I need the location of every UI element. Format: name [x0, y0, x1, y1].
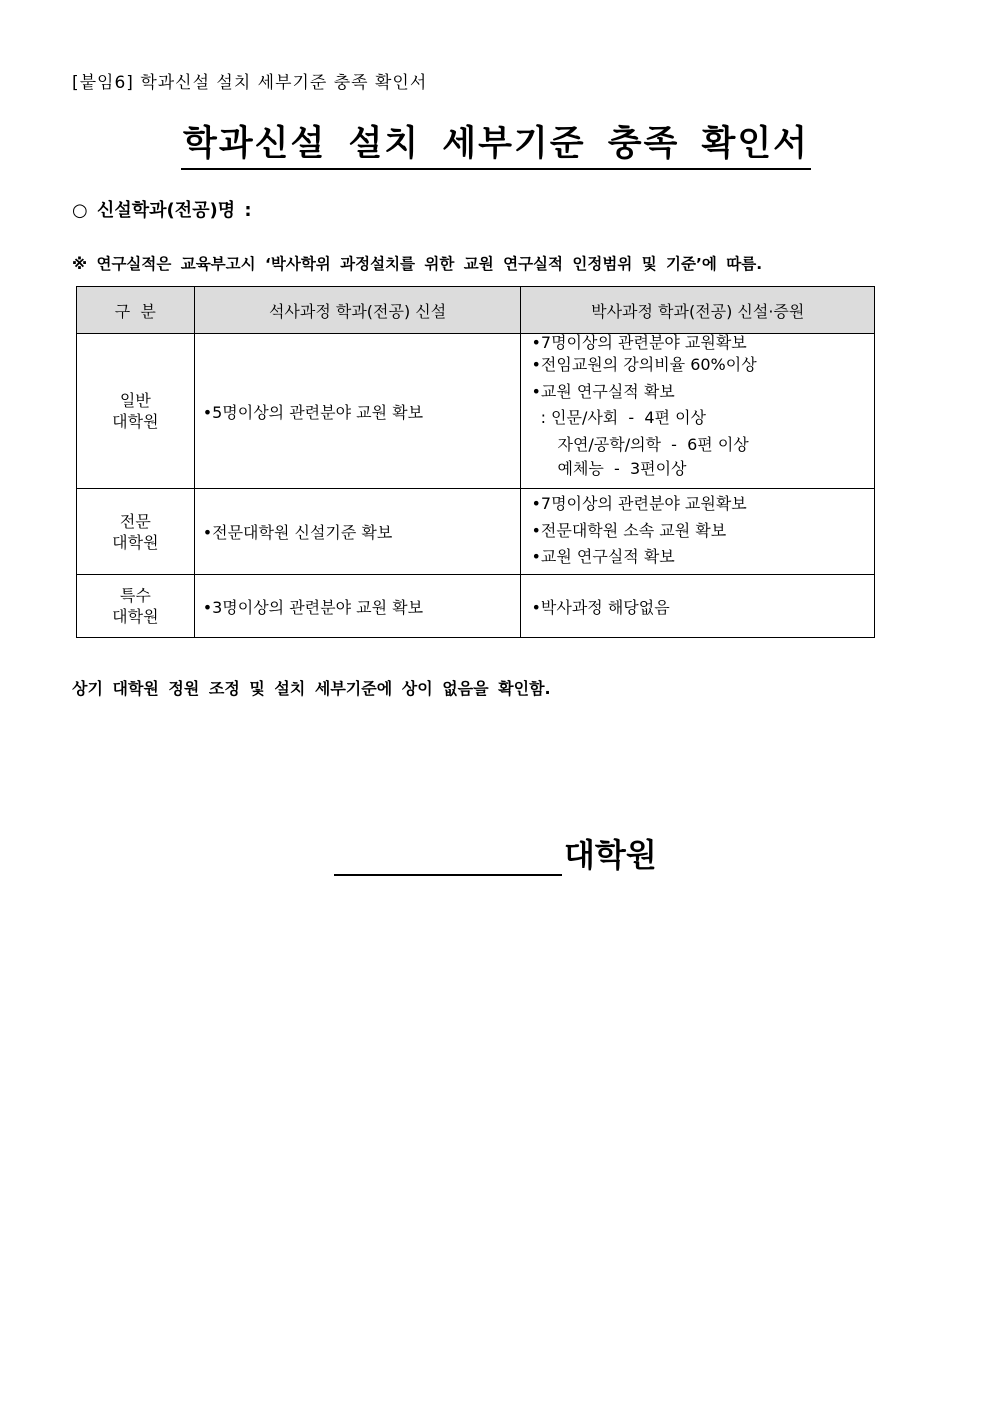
category-line: 일반: [119, 391, 151, 410]
category-cell: [77, 575, 195, 638]
masters-cell: [194, 489, 521, 575]
confirmation-statement: 상기 대학원 정원 조정 및 설치 세부기준에 상이 없음을 확인함.: [72, 679, 551, 698]
table-row-special: [77, 575, 875, 638]
criteria-table: [76, 286, 875, 638]
doctoral-item: •7명이상의 관련분야 교원확보: [531, 494, 747, 513]
category-line: 대학원: [112, 607, 159, 626]
doctoral-cell: [521, 489, 875, 575]
masters-cell: [194, 575, 521, 638]
header-category: 구 분: [77, 287, 195, 334]
table-row-general: [77, 334, 875, 489]
doctoral-subitem: 예체능 - 3편이상: [557, 459, 687, 479]
category-line: 전문: [119, 511, 151, 531]
doctoral-item: •교원 연구실적 확보: [531, 547, 675, 567]
doctoral-item: •박사과정 해당없음: [531, 597, 670, 617]
masters-item: •5명이상의 관련분야 교원 확보: [202, 402, 424, 422]
document-title-wrap: [0, 116, 992, 170]
doctoral-item: •7명이상의 관련분야 교원확보: [531, 333, 747, 352]
header-doctoral: 박사과정 학과(전공) 신설·증원: [521, 287, 875, 334]
doctoral-cell: [521, 334, 875, 489]
table-row-professional: [77, 489, 875, 575]
header-masters: 석사과정 학과(전공) 신설: [194, 287, 521, 334]
category-line: 특수: [119, 586, 151, 605]
doctoral-subitem: 자연/공학/의학 - 6편 이상: [557, 434, 749, 454]
masters-cell: [194, 334, 521, 489]
table-header-row: [77, 287, 875, 334]
doctoral-item: •전문대학원 소속 교원 확보: [531, 520, 727, 540]
category-line: 대학원: [112, 412, 159, 431]
signature-line: [334, 830, 657, 876]
document-title: 학과신설 설치 세부기준 충족 확인서: [181, 116, 811, 170]
doctoral-item: •전임교원의 강의비율 60%이상: [531, 355, 757, 374]
doctoral-subitem: : 인문/사회 - 4편 이상: [535, 408, 707, 428]
category-line: 대학원: [112, 532, 159, 552]
attachment-label: [붙임6] 학과신설 설치 세부기준 충족 확인서: [72, 73, 428, 93]
doctoral-item: •교원 연구실적 확보: [531, 381, 675, 401]
category-cell: [77, 334, 195, 489]
masters-item: •3명이상의 관련분야 교원 확보: [202, 597, 424, 617]
masters-item: •전문대학원 신설기준 확보: [202, 523, 393, 542]
doctoral-cell: [521, 575, 875, 638]
signature-suffix: 대학원: [564, 836, 657, 874]
category-cell: [77, 489, 195, 575]
signature-blank: [334, 840, 562, 876]
research-note: ※ 연구실적은 교육부고시 ‘박사학위 과정설치를 위한 교원 연구실적 인정범위 및 기준’에 따름.: [72, 255, 763, 273]
department-name-line: ○ 신설학과(전공)명 :: [72, 200, 252, 221]
